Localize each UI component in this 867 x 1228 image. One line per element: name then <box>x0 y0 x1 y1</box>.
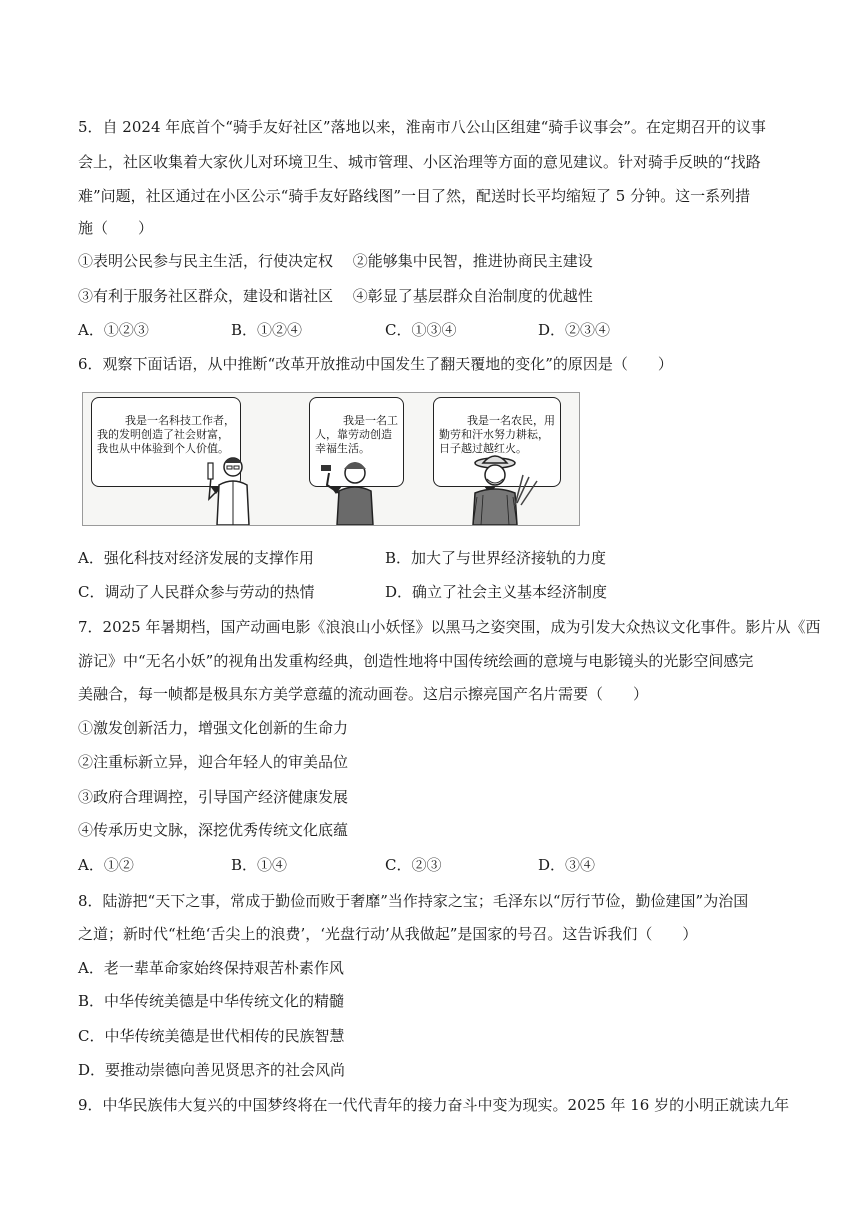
q6-stem: 6．观察下面话语，从中推断“改革开放推动中国发生了翻天覆地的变化”的原因是（ ） <box>78 355 673 373</box>
q6-option-b[interactable]: B．加大了与世界经济接轨的力度 <box>385 549 607 567</box>
q5-item-line-1: ①表明公民参与民主生活，行使决定权 ②能够集中民智，推进协商民主建设 <box>78 252 593 270</box>
q5-option-d[interactable]: D．②③④ <box>538 321 611 339</box>
q7-item-1: ①激发创新活力，增强文化创新的生命力 <box>78 719 349 737</box>
q8-option-d[interactable]: D．要推动崇德向善见贤思齐的社会风尚 <box>78 1061 346 1079</box>
scientist-figure <box>83 393 263 525</box>
q5-option-a[interactable]: A．①②③ <box>78 321 149 339</box>
q5-stem-line-4: 施（ ） <box>78 219 154 237</box>
speech-text-scientist: 我是一名科技工作者， 我的发明创造了社会财富， 我也从中体验到个人价值。 <box>97 414 235 455</box>
q6-options-row-2 <box>78 582 798 602</box>
worker-figure <box>263 393 413 525</box>
q8-stem-line-2: 之道；新时代“杜绝‘舌尖上的浪费’，‘光盘行动’从我做起”是国家的号召。这告诉我们（ ） <box>78 925 698 943</box>
cartoon-panel-scientist <box>83 393 263 525</box>
q8-stem-line-1: 8．陆游把“天下之事，常成于勤俭而败于奢靡”当作持家之宝；毛泽东以“厉行节俭，勤俭建国”为治国 <box>78 892 749 910</box>
q5-option-c[interactable]: C．①③④ <box>385 321 457 339</box>
q8-option-a[interactable]: A．老一辈革命家始终保持艰苦朴素作风 <box>78 959 344 977</box>
q6-option-c[interactable]: C．调动了人民群众参与劳动的热情 <box>78 583 315 601</box>
q5-option-b[interactable]: B．①②④ <box>231 321 303 339</box>
q6-options-row-1 <box>78 548 798 568</box>
q5-options <box>78 320 798 340</box>
q7-stem-line-3: 美融合，每一帧都是极具东方美学意蕴的流动画卷。这启示擦亮国产名片需要（ ） <box>78 685 649 703</box>
q8-option-c[interactable]: C．中华传统美德是世代相传的民族智慧 <box>78 1027 345 1045</box>
q7-stem-line-1: 7．2025 年暑期档，国产动画电影《浪浪山小妖怪》以黑马之姿突围，成为引发大众热议文化事件。影片从《西 <box>78 618 821 636</box>
q7-option-c[interactable]: C．②③ <box>385 856 442 874</box>
q5-item-line-2: ③有利于服务社区群众，建设和谐社区 ④彰显了基层群众自治制度的优越性 <box>78 287 593 305</box>
q6-option-d[interactable]: D．确立了社会主义基本经济制度 <box>385 583 608 601</box>
q7-option-d[interactable]: D．③④ <box>538 856 596 874</box>
q7-item-4: ④传承历史文脉，深挖优秀传统文化底蕴 <box>78 821 349 839</box>
speech-text-worker: 我是一名工 人，靠劳动创造 幸福生活。 <box>315 414 398 455</box>
cartoon-panel-worker <box>263 393 413 525</box>
q7-option-b[interactable]: B．①④ <box>231 856 288 874</box>
q5-stem-line-3: 难”问题，社区通过在小区公示“骑手友好路线图”一目了然，配送时长平均缩短了 5 分钟。这一系列措 <box>78 187 751 205</box>
cartoon-panel-farmer <box>413 393 579 525</box>
q5-stem-line-2: 会上，社区收集着大家伙儿对环境卫生、城市管理、小区治理等方面的意见建议。针对骑手反映的“找路 <box>78 153 761 171</box>
cartoon-image <box>82 392 580 526</box>
q8-option-b[interactable]: B．中华传统美德是中华传统文化的精髓 <box>78 992 345 1010</box>
farmer-figure <box>413 393 579 525</box>
q7-item-2: ②注重标新立异，迎合年轻人的审美品位 <box>78 753 349 771</box>
q9-stem-line-1: 9．中华民族伟大复兴的中国梦终将在一代代青年的接力奋斗中变为现实。2025 年 16 岁的小明正就读九年 <box>78 1096 790 1114</box>
q7-item-3: ③政府合理调控，引导国产经济健康发展 <box>78 788 349 806</box>
q6-option-a[interactable]: A．强化科技对经济发展的支撑作用 <box>78 549 314 567</box>
q5-stem-line-1: 5．自 2024 年底首个“骑手友好社区”落地以来，淮南市八公山区组建“骑手议事会”。在定期召开的议事 <box>78 118 766 136</box>
q7-options <box>78 855 798 875</box>
q7-stem-line-2: 游记》中“无名小妖”的视角出发重构经典，创造性地将中国传统绘画的意境与电影镜头的光影空间感完 <box>78 652 754 670</box>
speech-text-farmer: 我是一名农民，用 勤劳和汗水努力耕耘， 日子越过越红火。 <box>439 414 555 455</box>
q7-option-a[interactable]: A．①② <box>78 856 134 874</box>
